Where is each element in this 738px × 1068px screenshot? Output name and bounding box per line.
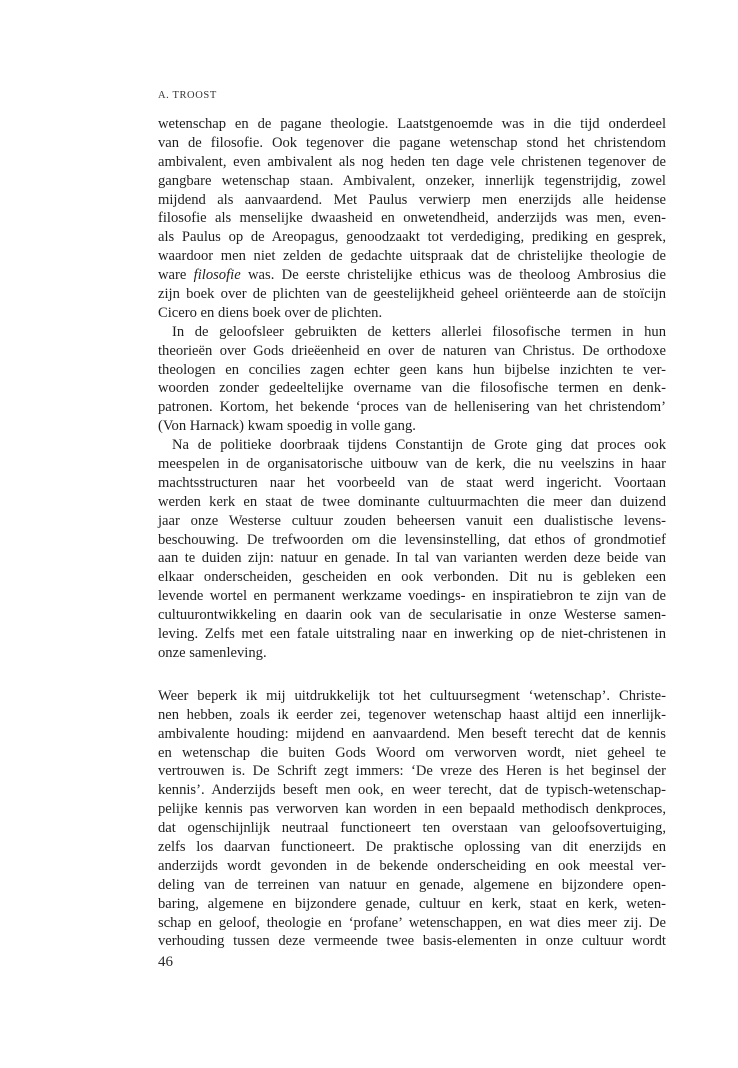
text-run: ware <box>158 267 194 284</box>
text-run: deling van de terreinen van natuur en genade, algemene en bijzondere open- <box>158 876 666 893</box>
text-line <box>158 304 666 323</box>
text-line <box>158 914 666 933</box>
section-break <box>158 663 666 687</box>
text-line <box>158 687 666 706</box>
text-run: was. De eerste christelijke ethicus was de theoloog Ambrosius die <box>240 267 666 284</box>
text-line <box>158 417 666 436</box>
text-line <box>158 800 666 819</box>
text-run: dat ogenschijnlijk neutraal functioneert ten overstaan van geloofsovertuiging, <box>158 820 666 837</box>
text-run: Na de politieke doorbraak tijdens Constantijn de Grote ging dat proces ook <box>172 437 666 454</box>
text-run: woorden zonder gedeeltelijke overname van die filosofische termen en denk- <box>158 380 666 397</box>
text-run: leving. Zelfs met een fatale uitstraling naar en inwerking op de niet-christenen in <box>158 626 666 643</box>
text-line <box>158 644 666 663</box>
running-head: A. TROOST <box>158 90 217 101</box>
text-line <box>158 247 666 266</box>
text-run: ambivalent, even ambivalent als nog heden ten dage vele christenen tegenover de <box>158 153 666 170</box>
text-run: mijdend als aanvaardend. Met Paulus verwierp men enerzijds alle heidense <box>158 191 666 208</box>
text-line <box>158 191 666 210</box>
text-line <box>158 115 666 134</box>
text-run: ambivalente houding: mijdend en aanvaardend. Men beseft terecht dat de kennis <box>158 725 666 742</box>
text-run: zelfs los daarvan functioneert. De praktische oplossing van dit enerzijds en <box>158 838 666 855</box>
text-run: en wetenschap die buiten Gods Woord om verworven wordt, niet geheel te <box>158 744 666 761</box>
text-line <box>158 266 666 285</box>
text-run: levende wortel en permanent werkzame voedings- en inspiratiebron te zijn van de <box>158 588 666 605</box>
text-line <box>158 323 666 342</box>
text-run: nen hebben, zoals ik eerder zei, tegenover wetenschap haast altijd een innerlijk- <box>158 706 666 723</box>
text-run: theorieën over Gods drieëenheid en over de naturen van Christus. De orthodoxe <box>158 342 666 359</box>
text-run: baring, algemene en bijzondere genade, cultuur en kerk, staat en kerk, weten- <box>158 895 666 912</box>
text-line <box>158 474 666 493</box>
text-run: onze samenleving. <box>158 644 267 661</box>
text-line <box>158 625 666 644</box>
text-line <box>158 285 666 304</box>
paragraph <box>158 687 666 951</box>
text-line <box>158 762 666 781</box>
text-line <box>158 568 666 587</box>
text-run: waardoor men niet zelden de gedachte uitspraak dat de christelijke theologie de <box>158 248 666 265</box>
text-line <box>158 512 666 531</box>
text-line <box>158 153 666 172</box>
text-run: verhouding tussen deze vermeende twee basis-elementen in onze cultuur wordt <box>158 933 666 950</box>
text-run: jaar onze Westerse cultuur zouden beheersen vanuit een dualistische levens- <box>158 512 666 529</box>
text-line <box>158 134 666 153</box>
text-line <box>158 857 666 876</box>
text-run: gangbare wetenschap staan. Ambivalent, onzeker, innerlijk tegenstrijdig, zowel <box>158 172 666 189</box>
text-line <box>158 172 666 191</box>
text-line <box>158 706 666 725</box>
text-line <box>158 379 666 398</box>
text-run: cultuurontwikkeling en daarin ook van de secularisatie in onze Westerse samen- <box>158 607 666 624</box>
text-run: filosofie als menselijke dwaasheid en onwetendheid, anderzijds was men, even- <box>158 210 666 227</box>
text-run: zijn boek over de plichten van de geestelijkheid geheel oriënteerde aan de stoïcijn <box>158 286 666 303</box>
text-run: wetenschap en de pagane theologie. Laatstgenoemde was in die tijd onderdeel <box>158 116 666 132</box>
text-line <box>158 455 666 474</box>
text-line <box>158 876 666 895</box>
text-line <box>158 549 666 568</box>
text-line <box>158 493 666 512</box>
text-run: werden kerk en staat de twee dominante cultuurmachten die meer dan duizend <box>158 493 666 510</box>
text-line <box>158 725 666 744</box>
text-line <box>158 361 666 380</box>
text-line <box>158 531 666 550</box>
text-run: In de geloofsleer gebruikten de ketters allerlei filosofische termen in hun <box>172 323 666 340</box>
text-line <box>158 895 666 914</box>
paragraph <box>158 436 666 663</box>
text-run: schap en geloof, theologie en ‘profane’ wetenschappen, en wat dies meer zij. De <box>158 914 666 931</box>
text-run: anderzijds wordt gevonden in de bekende onderscheiding en ook meestal ver- <box>158 857 666 874</box>
text-run: meespelen in de organisatorische uitbouw van de kerk, die nu veelszins in haar <box>158 456 666 473</box>
text-line <box>158 819 666 838</box>
text-run: van de filosofie. Ook tegenover die pagane wetenschap stond het christendom <box>158 134 666 151</box>
text-run: theologen en concilies zagen echter geen kans hun bijbelse inzichten te ver- <box>158 361 666 378</box>
text-run: Weer beperk ik mij uitdrukkelijk tot het cultuursegment ‘wetenschap’. Christe- <box>158 687 666 704</box>
text-line <box>158 744 666 763</box>
text-run: beschouwing. De trefwoorden om die levensinstelling, dat ethos of grondmotief <box>158 531 666 548</box>
text-line <box>158 209 666 228</box>
page-number: 46 <box>158 954 173 970</box>
body-text <box>158 115 666 951</box>
text-line <box>158 342 666 361</box>
text-run: kennis’. Anderzijds beseft men ook, en weer terecht, dat de typisch-wetenschap- <box>158 782 666 799</box>
text-line <box>158 781 666 800</box>
text-run: machtsstructuren naar het voorbeeld van de staat werd ingericht. Voortaan <box>158 474 666 491</box>
text-line <box>158 587 666 606</box>
text-run: (Von Harnack) kwam spoedig in volle gang. <box>158 418 416 435</box>
text-line <box>158 838 666 857</box>
text-line <box>158 436 666 455</box>
text-run: vertrouwen is. De Schrift zegt immers: ‘De vreze des Heren is het beginsel der <box>158 763 666 780</box>
text-run: pelijke kennis pas verworven kan worden in een bepaald methodisch denkproces, <box>158 801 666 818</box>
text-line <box>158 932 666 951</box>
text-run: elkaar onderscheiden, gescheiden en ook verbonden. Dit nu is gebleken een <box>158 569 666 586</box>
text-run: aan te duiden zijn: natuur en genade. In tal van varianten werden deze beide van <box>158 550 666 567</box>
text-run: als Paulus op de Areopagus, genoodzaakt tot verdediging, prediking en gesprek, <box>158 229 666 246</box>
text-run: patronen. Kortom, het bekende ‘proces van de hellenisering van het christendom’ <box>158 399 666 416</box>
text-line <box>158 228 666 247</box>
text-run: Cicero en diens boek over de plichten. <box>158 304 383 321</box>
paragraph <box>158 115 666 323</box>
italic-term: filosofie <box>193 267 241 284</box>
text-line <box>158 606 666 625</box>
paragraph <box>158 323 666 436</box>
text-line <box>158 398 666 417</box>
